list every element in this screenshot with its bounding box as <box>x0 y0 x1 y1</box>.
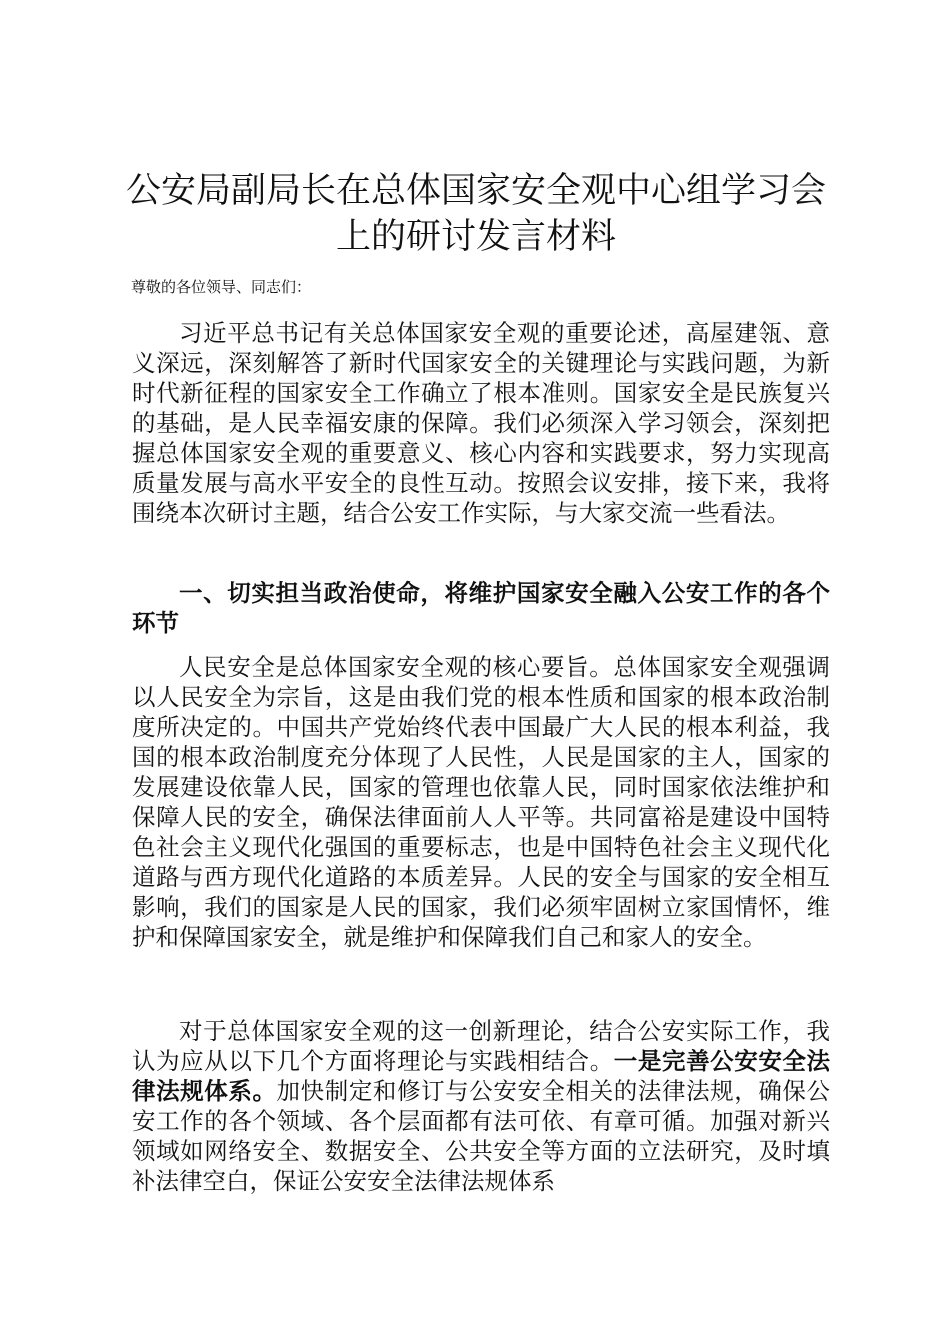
document-title: 公安局副局长在总体国家安全观中心组学习会上的研讨发言材料 <box>125 171 826 257</box>
paragraph-people-security: 人民安全是总体国家安全观的核心要旨。总体国家安全观强调以人民安全为宗旨，这是由我们党的根本性质和国家的根本政治制度所决定的。中国共产党始终代表中国最广大人民的根本利益，我国的根本政治制度充分体现了人民性，人民是国家的主人，国家的发展建设依靠人民，国家的管理也依靠人民，同时国家依法维护和保障人民的安全，确保法律面前人人平等。共同富裕是建设中国特色社会主义现代化强国的重要标志，也是中国特色社会主义现代化道路与西方现代化道路的本质差异。人民的安全与国家的安全相互影响，我们的国家是人民的国家，我们必须牢固树立家国情怀，维护和保障国家安全，就是维护和保障我们自己和家人的安全。 <box>132 653 830 951</box>
paragraph-practice-intro: 对于总体国家安全观的这一创新理论，结合公安实际工作，我认为应从以下几个方面将理论与实践相结合。 <box>132 1017 830 1075</box>
paragraph-intro: 习近平总书记有关总体国家安全观的重要论述，高屋建瓴、意义深远，深刻解答了新时代国家安全的关键理论与实践问题，为新时代新征程的国家安全工作确立了根本准则。国家安全是民族复兴的基础，是人民幸福安康的保障。我们必须深入学习领会，深刻把握总体国家安全观的重要意义、核心内容和实践要求，努力实现高质量发展与高水平安全的良性互动。按照会议安排，接下来，我将围绕本次研讨主题，结合公安工作实际，与大家交流一些看法。 <box>132 319 830 527</box>
paragraph-practice-bold-point: 一是完善公安安全法律法规体系。 <box>132 1047 831 1105</box>
section-heading-1: 一、切实担当政治使命，将维护国家安全融入公安工作的各个环节 <box>132 579 830 637</box>
paragraph-practice-detail: 加快制定和修订与公安安全相关的法律法规，确保公安工作的各个领域、各个层面都有法可依、有章可循。加强对新兴领域如网络安全、数据安全、公共安全等方面的立法研究，及时填补法律空白，保证公安安全法律法规体系 <box>132 1077 831 1195</box>
salutation: 尊敬的各位领导、同志们： <box>131 278 312 296</box>
paragraph-practice <box>132 1016 830 1196</box>
